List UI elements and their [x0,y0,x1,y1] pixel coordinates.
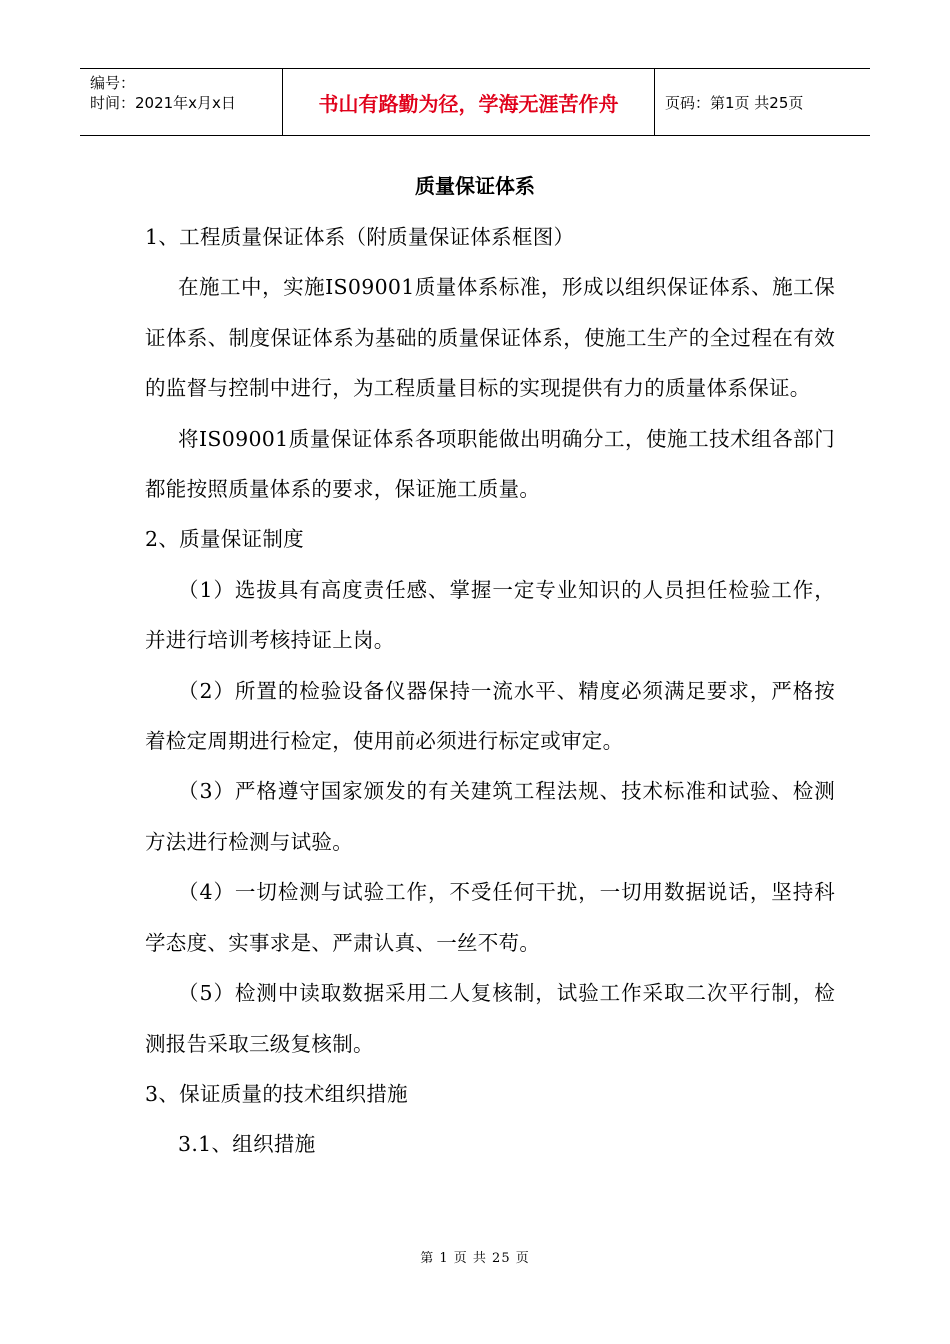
paragraph: 2、质量保证制度 [145,527,304,552]
paragraph: （1）选拔具有高度责任感、掌握一定专业知识的人员担任检验工作，并进行培训考核持证上岗。 [145,577,835,653]
paragraph: 3.1、组织措施 [178,1132,316,1157]
paragraph: 3、保证质量的技术组织措施 [145,1081,408,1106]
document-title: 质量保证体系 [415,174,535,198]
page-header [80,68,870,136]
paragraph: 在施工中，实施IS09001质量体系标准，形成以组织保证体系、施工保证体系、制度保证体系为基础的质量保证体系，使施工生产的全过程在有效的监督与控制中进行，为工程质量目标的实现提供有力的质量体系保证。 [145,275,835,401]
document-body [145,212,835,1170]
paragraph: （2）所置的检验设备仪器保持一流水平、精度必须满足要求，严格按着检定周期进行检定，使用前必须进行标定或审定。 [145,678,835,754]
header-meta [80,69,282,135]
header-motto: 书山有路勤为径，学海无涯苦作舟 [282,69,655,135]
paragraph: （4）一切检测与试验工作，不受任何干扰，一切用数据说话，坚持科学态度、实事求是、严肃认真、一丝不苟。 [145,880,835,955]
page-footer: 第 1 页 共 25 页 [420,1251,530,1266]
paragraph: 1、工程质量保证体系（附质量保证体系框图） [145,225,575,249]
paragraph: （3）严格遵守国家颁发的有关建筑工程法规、技术标准和试验、检测方法进行检测与试验。 [145,779,835,854]
paragraph: （5）检测中读取数据采用二人复核制，试验工作采取二次平行制，检测报告采取三级复核制。 [145,981,835,1056]
time-label: 时间：2021年x月x日 [90,94,236,112]
header-page-info: 页码：第1页 共25页 [665,93,804,112]
paragraph: 将IS09001质量保证体系各项职能做出明确分工，使施工技术组各部门都能按照质量体系的要求，保证施工质量。 [145,426,835,502]
number-label: 编号： [90,74,136,92]
